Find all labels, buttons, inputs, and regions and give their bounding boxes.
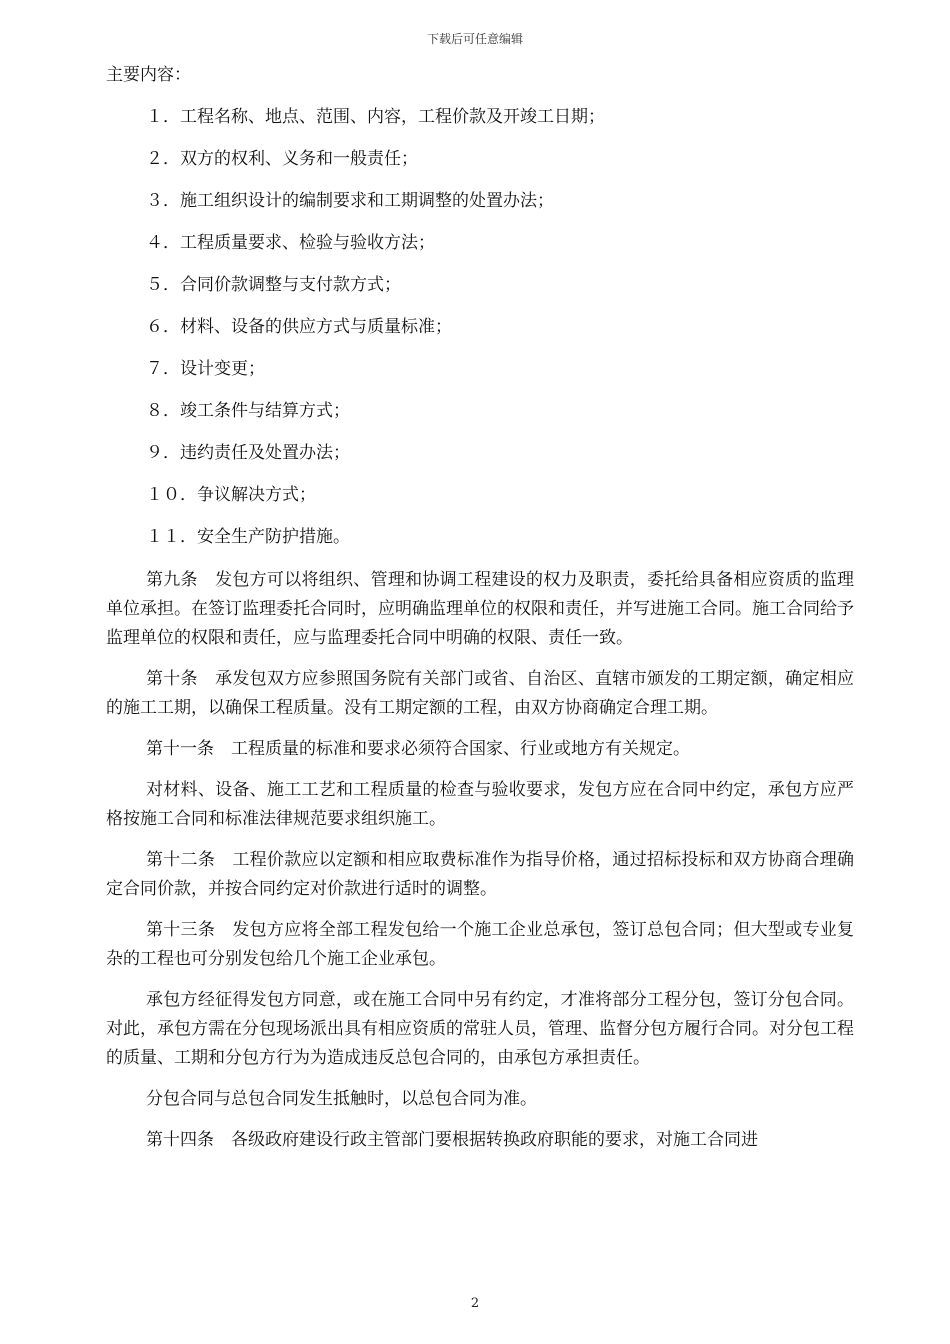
list-item: ３．施工组织设计的编制要求和工期调整的处置办法； [146,191,554,211]
section-intro: 主要内容： [106,65,191,85]
article-10-paragraph: 第十条 承发包双方应参照国务院有关部门或省、自治区、直辖市颁发的工期定额，确定相应的施工工期，以确保工程质量。没有工期定额的工程，由双方协商确定合理工期。 [106,669,854,718]
page-header: 下载后可任意编辑 [426,32,523,46]
article-13-paragraph: 第十三条 发包方应将全部工程发包给一个施工企业总承包，签订总包合同；但大型或专业复杂的工程也可分别发包给几个施工企业承包。 [106,920,854,969]
article-11-continuation: 对材料、设备、施工工艺和工程质量的检查与验收要求，发包方应在合同中约定，承包方应严格按施工合同和标准法律规范要求组织施工。 [106,780,854,829]
list-item: １．工程名称、地点、范围、内容，工程价款及开竣工日期； [146,107,605,127]
list-item: １１．安全生产防护措施。 [146,527,350,547]
article-13-conflict: 分包合同与总包合同发生抵触时，以总包合同为准。 [146,1089,537,1109]
list-item: ６．材料、设备的供应方式与质量标准； [146,317,452,337]
article-13-subcontract: 承包方经征得发包方同意，或在施工合同中另有约定，才准将部分工程分包，签订分包合同。对此，承包方需在分包现场派出具有相应资质的常驻人员，管理、监督分包方履行合同。对分包工程的质量、工期和分包方行为为造成违反总包合同的，由承包方承担责任。 [106,990,854,1068]
list-item: ８．竣工条件与结算方式； [146,401,350,421]
article-14-paragraph: 第十四条 各级政府建设行政主管部门要根据转换政府职能的要求，对施工合同进 [146,1130,758,1150]
list-item: ２．双方的权利、义务和一般责任； [146,149,418,169]
article-9-paragraph: 第九条 发包方可以将组织、管理和协调工程建设的权力及职责，委托给具备相应资质的监理单位承担。在签订监理委托合同时，应明确监理单位的权限和责任，并写进施工合同。施工合同给予监理单位的权限和责任，应与监理委托合同中明确的权限、责任一致。 [106,570,854,648]
article-12-paragraph: 第十二条 工程价款应以定额和相应取费标准作为指导价格，通过招标投标和双方协商合理确定合同价款，并按合同约定对价款进行适时的调整。 [106,850,854,899]
article-11-paragraph: 第十一条 工程质量的标准和要求必须符合国家、行业或地方有关规定。 [146,739,690,759]
list-item: ５．合同价款调整与支付款方式； [146,275,401,295]
page-number: 2 [470,1296,480,1311]
document-body [106,62,854,1167]
list-item: １０．争议解决方式； [146,485,316,505]
list-item: ４．工程质量要求、检验与验收方法； [146,233,435,253]
list-item: ９．违约责任及处置办法； [146,443,350,463]
list-item: ７．设计变更； [146,359,265,379]
